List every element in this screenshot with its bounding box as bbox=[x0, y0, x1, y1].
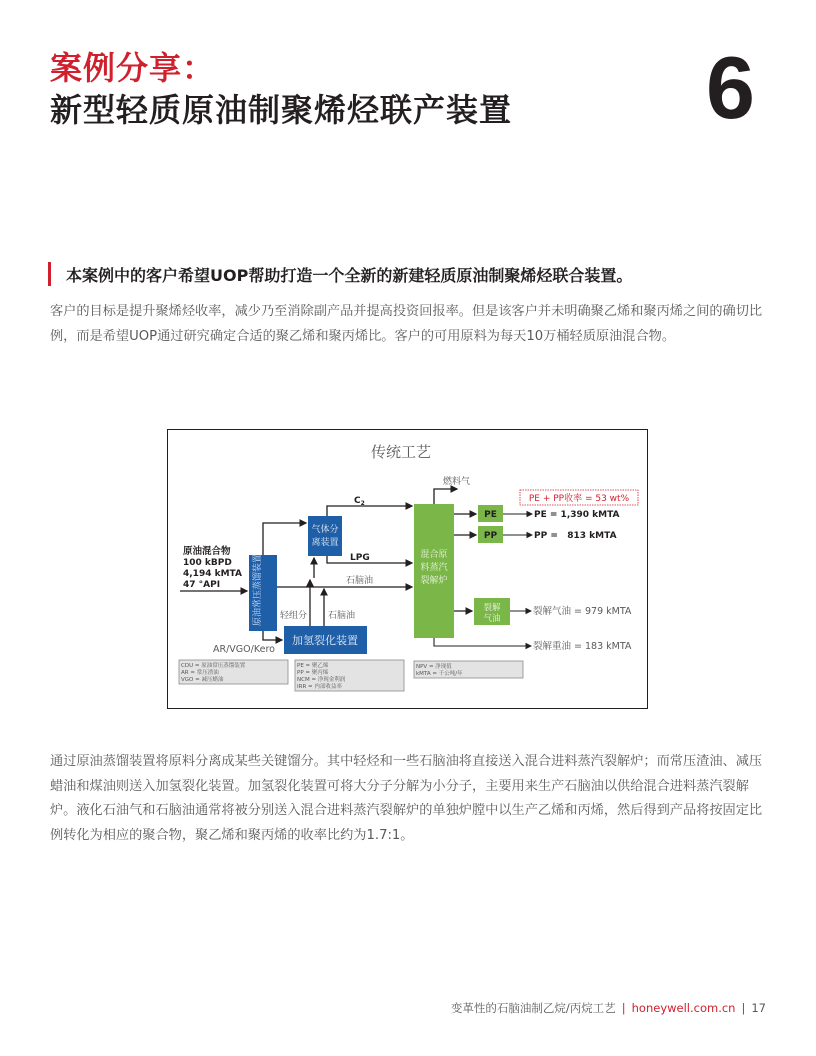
svg-text:kMTA = 千公吨/年: kMTA = 千公吨/年 bbox=[416, 671, 463, 677]
naphtha2-label: 石脑油 bbox=[328, 611, 356, 621]
svg-text:气体分: 气体分 bbox=[311, 525, 339, 535]
legend-box-1 bbox=[179, 660, 288, 684]
footer-website-link[interactable]: honeywell.com.cn bbox=[631, 1001, 736, 1015]
residue-stream-label: AR/VGO/Kero bbox=[213, 644, 275, 655]
svg-text:PP: PP bbox=[483, 531, 498, 541]
svg-text:NCM = 净现金利润: NCM = 净现金利润 bbox=[297, 677, 346, 683]
footer-title: 变革性的石脑油制乙烷/丙烷工艺 bbox=[450, 1001, 616, 1015]
page-title: 新型轻质原油制聚烯烃联产装置 bbox=[50, 91, 513, 129]
svg-text:VGO = 减压蜡油: VGO = 减压蜡油 bbox=[181, 677, 224, 683]
svg-text:PE = 聚乙烯: PE = 聚乙烯 bbox=[297, 663, 329, 669]
legend-box-2 bbox=[295, 660, 404, 691]
fuel-gas-label: 燃料气 bbox=[443, 477, 471, 487]
svg-text:混合原: 混合原 bbox=[420, 550, 448, 560]
title-block bbox=[50, 48, 512, 132]
naphtha-stream-label: 石脑油 bbox=[346, 576, 374, 586]
svg-text:加氢裂化装置: 加氢裂化装置 bbox=[292, 634, 358, 647]
pe-output: PE = 1,390 kMTA bbox=[534, 510, 620, 520]
feed-label bbox=[183, 545, 242, 590]
svg-text:100 kBPD: 100 kBPD bbox=[183, 558, 232, 568]
pp-output: PP = 813 kMTA bbox=[534, 531, 617, 541]
paragraph-intro: 客户的目标是提升聚烯烃收率，减少乃至消除副产品并提高投资回报率。但是该客户并未明确聚乙烯和聚丙烯之间的确切比例，而是希望UOP通过研究确定合适的聚乙烯和聚丙烯比。客户的可用原料为每天10万桶轻质原油混合物。 bbox=[50, 304, 763, 344]
svg-text:离装置: 离装置 bbox=[311, 538, 339, 548]
cracked-heavy-output: 裂解重油 = 183 kMTA bbox=[533, 641, 632, 652]
chapter-number: 6 bbox=[706, 38, 755, 137]
cracked-gasoline-output: 裂解气油 = 979 kMTA bbox=[533, 606, 632, 617]
legend-box-3 bbox=[414, 661, 523, 678]
svg-text:IRR = 内部收益率: IRR = 内部收益率 bbox=[297, 684, 342, 690]
svg-text:原油混合物: 原油混合物 bbox=[183, 546, 231, 557]
svg-text:47 °API: 47 °API bbox=[183, 580, 221, 590]
svg-text:PP = 聚丙烯: PP = 聚丙烯 bbox=[297, 670, 329, 676]
page-footer bbox=[451, 1000, 766, 1016]
svg-text:PE + PP收率 = 53 wt%: PE + PP收率 = 53 wt% bbox=[528, 494, 630, 504]
svg-text:裂解: 裂解 bbox=[483, 603, 501, 613]
accent-bar bbox=[48, 262, 51, 286]
lead-text: 本案例中的客户希望UOP帮助打造一个全新的新建轻质原油制聚烯烃联合装置。 bbox=[66, 266, 633, 285]
gas-separation-unit bbox=[308, 516, 342, 556]
footer-divider: | bbox=[621, 1001, 626, 1015]
paragraph-process: 通过原油蒸馏装置将原料分离成某些关键馏分。其中轻烃和一些石脑油将直接送入混合进料蒸汽裂解炉；而常压渣油、减压蜡油和煤油则送入加氢裂化装置。加氢裂化装置可将大分子分解为小分子，主要用来生产石脑油以供给混合进料蒸汽裂解炉。液化石油气和石脑油通常将被分别送入混合进料蒸汽裂解炉的单独炉膛中以生产乙烯和丙烯，然后得到产品将按固定比例转化为相应的聚合物，聚乙烯和聚丙烯的收率比约为1.7:1。 bbox=[50, 754, 763, 843]
lpg-stream-label: LPG bbox=[350, 553, 370, 563]
process-diagram bbox=[167, 429, 648, 709]
svg-text:NPV = 净现值: NPV = 净现值 bbox=[416, 664, 452, 670]
svg-text:裂解炉: 裂解炉 bbox=[420, 576, 448, 586]
svg-text:4,194 kMTA: 4,194 kMTA bbox=[183, 569, 242, 579]
cdu-label: 原油常压蒸馏装置 bbox=[253, 553, 263, 626]
footer-divider: | bbox=[741, 1001, 746, 1015]
c2-stream-label: $C_2$ bbox=[354, 496, 365, 507]
page-number: 17 bbox=[751, 1001, 766, 1015]
svg-text:PE: PE bbox=[484, 510, 497, 520]
svg-text:料蒸汽: 料蒸汽 bbox=[420, 563, 448, 573]
light-ends-label: 轻组分 bbox=[280, 611, 308, 621]
svg-text:气油: 气油 bbox=[483, 614, 501, 624]
title-prefix: 案例分享： bbox=[50, 49, 216, 87]
diagram-title: 传统工艺 bbox=[370, 443, 432, 461]
svg-text:AR = 常压渣油: AR = 常压渣油 bbox=[181, 670, 219, 676]
lead-statement bbox=[48, 262, 778, 286]
svg-text:CDU = 原油常压蒸馏装置: CDU = 原油常压蒸馏装置 bbox=[181, 663, 246, 669]
